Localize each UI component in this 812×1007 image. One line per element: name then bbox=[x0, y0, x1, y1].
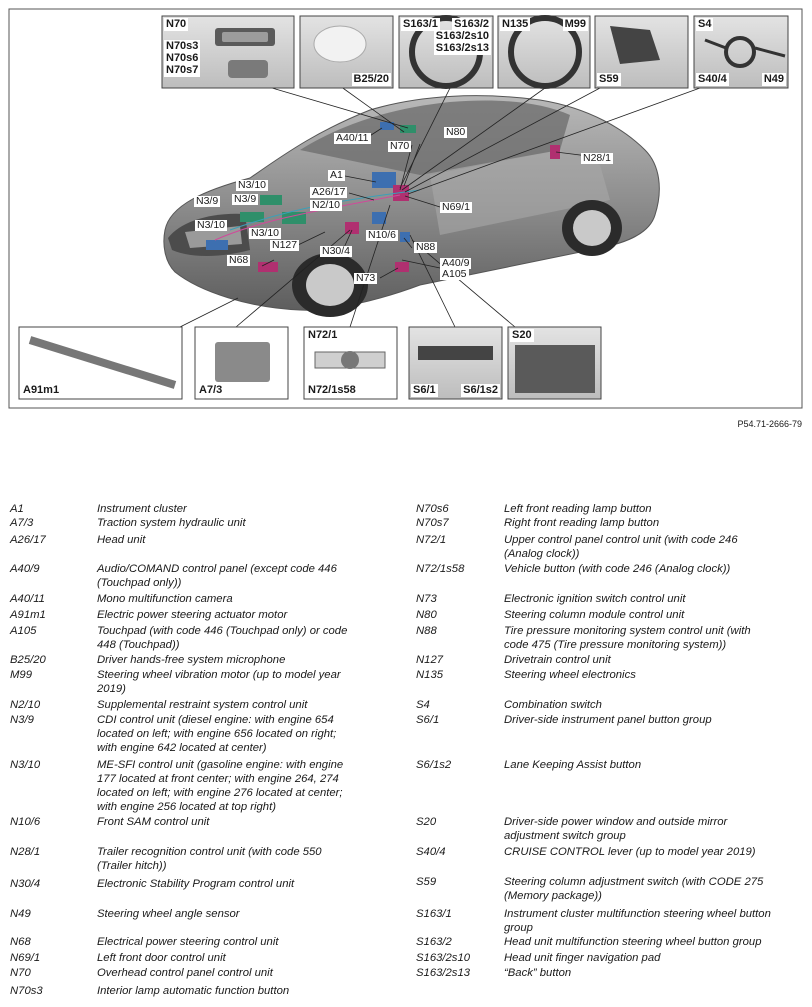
label-s163-1: S163/1 bbox=[403, 18, 438, 30]
legend-code: N70s3 bbox=[10, 985, 43, 997]
legend-code: N10/6 bbox=[10, 816, 41, 828]
legend-code: N3/9 bbox=[10, 714, 34, 726]
car-label-a40-11: A40/11 bbox=[336, 132, 369, 144]
legend-code: A26/17 bbox=[10, 534, 46, 546]
inset-n72-1 bbox=[304, 327, 397, 399]
label-s4: S4 bbox=[698, 18, 712, 30]
vehicle-illustration bbox=[164, 96, 659, 317]
inset-b2520 bbox=[300, 16, 393, 88]
label-s40-4: S40/4 bbox=[698, 73, 727, 85]
legend-description: Steering wheel vibration motor (up to model year 2019) bbox=[97, 669, 341, 695]
legend-description: Overhead control panel control unit bbox=[97, 967, 273, 979]
label-s6-1: S6/1 bbox=[413, 384, 436, 396]
legend-code: N70 bbox=[10, 967, 31, 979]
legend-code: N72/1 bbox=[416, 534, 447, 546]
car-label-n68: N68 bbox=[229, 254, 249, 266]
legend-description: Driver-side power window and outside mirror adjustment switch group bbox=[504, 816, 728, 842]
label-n72-1s58: N72/1s58 bbox=[308, 384, 356, 396]
label-s163-2s13: S163/2s13 bbox=[435, 42, 489, 54]
car-label-a1: A1 bbox=[330, 169, 343, 181]
legend-description: Steering wheel angle sensor bbox=[97, 908, 240, 920]
legend-code: S6/1s2 bbox=[416, 759, 452, 771]
legend-code: S163/2 bbox=[416, 936, 452, 948]
legend-code: A91m1 bbox=[10, 609, 46, 621]
legend-code: N28/1 bbox=[10, 846, 41, 858]
legend-description: Traction system hydraulic unit bbox=[97, 517, 246, 529]
car-label-n3-10-c: N3/10 bbox=[251, 227, 280, 239]
label-b2520: B25/20 bbox=[353, 73, 389, 85]
label-n72-1: N72/1 bbox=[308, 329, 338, 341]
car-label-a40-9: A40/9 bbox=[442, 257, 470, 269]
legend-description: Driver hands-free system microphone bbox=[97, 654, 286, 666]
legend-description: Left front door control unit bbox=[97, 952, 226, 964]
legend-code: N127 bbox=[416, 654, 444, 666]
legend-code: S40/4 bbox=[416, 846, 446, 858]
legend-description: Electronic Stability Program control unit bbox=[97, 878, 295, 890]
legend-description: Electric power steering actuator motor bbox=[97, 609, 288, 621]
legend-code: S4 bbox=[416, 699, 430, 711]
label-s163-2: S163/2 bbox=[454, 18, 489, 30]
car-label-n70: N70 bbox=[390, 140, 410, 152]
component-location-figure bbox=[0, 0, 812, 410]
legend-description: Driver-side instrument panel button group bbox=[504, 714, 712, 726]
inset-a7-3 bbox=[195, 327, 288, 399]
legend-code: N80 bbox=[416, 609, 437, 621]
legend-code: N69/1 bbox=[10, 952, 41, 964]
legend-description: ME-SFI control unit (gasoline engine: with engine 177 located at front center; with engine 264, 274 located on left; with engine 276 located at center; with engine 256 located at top right) bbox=[97, 759, 344, 813]
legend-description: “Back” button bbox=[504, 967, 572, 979]
car-label-n3-10-a: N3/10 bbox=[238, 179, 267, 191]
legend-code: S163/2s10 bbox=[416, 952, 471, 964]
label-n49: N49 bbox=[763, 73, 784, 85]
car-label-a105: A105 bbox=[442, 268, 467, 280]
car-label-n2-10: N2/10 bbox=[312, 199, 341, 211]
label-n135: N135 bbox=[502, 18, 529, 30]
car-label-n73: N73 bbox=[356, 272, 376, 284]
legend-code: M99 bbox=[10, 669, 32, 681]
legend-code: N135 bbox=[416, 669, 444, 681]
legend-code: N72/1s58 bbox=[416, 563, 465, 575]
legend-description: Combination switch bbox=[504, 699, 602, 711]
legend-code: S163/2s13 bbox=[416, 967, 471, 979]
label-s6-1s2: S6/1s2 bbox=[463, 384, 498, 396]
legend-description: Steering wheel electronics bbox=[504, 669, 636, 681]
label-s163-2s10: S163/2s10 bbox=[435, 30, 489, 42]
legend-code: S20 bbox=[416, 816, 437, 828]
car-label-n30-4: N30/4 bbox=[322, 245, 351, 257]
car-label-n127: N127 bbox=[272, 239, 298, 251]
legend-code: B25/20 bbox=[10, 654, 46, 666]
legend-description: Head unit bbox=[97, 534, 146, 546]
legend-description: CDI control unit (diesel engine: with engine 654 located on left; with engine 656 located on right; with engine 642 located at center) bbox=[97, 714, 337, 754]
car-label-a26-17: A26/17 bbox=[312, 186, 346, 198]
car-label-n3-9-b: N3/9 bbox=[234, 193, 257, 205]
inset-a91m1 bbox=[19, 327, 182, 399]
car-label-n69-1: N69/1 bbox=[442, 201, 471, 213]
legend-code: S163/1 bbox=[416, 908, 452, 920]
legend-code: N73 bbox=[416, 593, 437, 605]
label-n70-box: N70 bbox=[166, 18, 187, 30]
legend-description: Vehicle button (with code 246 (Analog clock)) bbox=[504, 563, 731, 575]
car-label-n28-1: N28/1 bbox=[583, 152, 612, 164]
label-s20: S20 bbox=[512, 329, 532, 341]
legend-code: N49 bbox=[10, 908, 31, 920]
legend-code: N2/10 bbox=[10, 699, 41, 711]
legend-description: Lane Keeping Assist button bbox=[504, 759, 642, 771]
legend-description: Instrument cluster multifunction steering wheel button group bbox=[504, 908, 771, 934]
inset-s20 bbox=[508, 327, 601, 399]
legend-code: S6/1 bbox=[416, 714, 440, 726]
car-label-n10-6: N10/6 bbox=[368, 229, 397, 241]
legend-description: Supplemental restraint system control unit bbox=[97, 699, 308, 711]
legend-description: Right front reading lamp button bbox=[504, 517, 660, 529]
inset-s163 bbox=[399, 16, 493, 88]
legend-code: S59 bbox=[416, 876, 437, 888]
legend-description: Head unit finger navigation pad bbox=[504, 952, 661, 964]
legend-description: Electrical power steering control unit bbox=[97, 936, 279, 948]
legend-description: Steering column adjustment switch (with CODE 275 (Memory package)) bbox=[504, 876, 764, 902]
legend-description: Trailer recognition control unit (with code 550 (Trailer hitch)) bbox=[97, 846, 322, 872]
label-n70s6: N70s6 bbox=[166, 52, 199, 64]
legend-code: N3/10 bbox=[10, 759, 41, 771]
legend-description: Instrument cluster bbox=[97, 503, 187, 515]
legend-description: Front SAM control unit bbox=[97, 816, 210, 828]
figure-reference-number: P54.71-2666-79 bbox=[737, 419, 802, 429]
legend-description: Electronic ignition switch control unit bbox=[504, 593, 686, 605]
label-a7-3: A7/3 bbox=[199, 384, 223, 396]
label-s59: S59 bbox=[599, 73, 619, 85]
legend-code: A1 bbox=[10, 503, 24, 515]
label-n70s7: N70s7 bbox=[166, 64, 199, 76]
legend-description: Head unit multifunction steering wheel button group bbox=[504, 936, 762, 948]
legend-code: N30/4 bbox=[10, 878, 41, 890]
legend-description: Mono multifunction camera bbox=[97, 593, 233, 605]
label-n70s3: N70s3 bbox=[166, 40, 199, 52]
inset-s59 bbox=[595, 16, 688, 88]
legend-code: A7/3 bbox=[10, 517, 34, 529]
legend-code: N68 bbox=[10, 936, 31, 948]
legend-description: Touchpad (with code 446 (Touchpad only) or code 448 (Touchpad)) bbox=[97, 625, 348, 651]
legend-description: Tire pressure monitoring system control unit (with code 475 (Tire pressure monitoring system)) bbox=[504, 625, 751, 651]
car-label-n3-9-a: N3/9 bbox=[196, 195, 219, 207]
inset-n70 bbox=[162, 16, 294, 88]
inset-n135 bbox=[498, 16, 590, 88]
legend-code: A105 bbox=[10, 625, 37, 637]
car-label-n88: N88 bbox=[416, 241, 436, 253]
legend-code: A40/11 bbox=[10, 593, 45, 605]
legend-code: N88 bbox=[416, 625, 437, 637]
label-m99: M99 bbox=[564, 18, 586, 30]
label-a91m1: A91m1 bbox=[23, 384, 60, 396]
legend-description: Audio/COMAND control panel (except code 446 (Touchpad only)) bbox=[97, 563, 337, 589]
inset-s6-1 bbox=[409, 327, 502, 399]
legend-description: Drivetrain control unit bbox=[504, 654, 611, 666]
legend-description: Steering column module control unit bbox=[504, 609, 685, 621]
legend-code: A40/9 bbox=[10, 563, 40, 575]
legend-code: N70s7 bbox=[416, 517, 449, 529]
legend-description: Left front reading lamp button bbox=[504, 503, 652, 515]
legend-description: Interior lamp automatic function button bbox=[97, 985, 290, 997]
car-label-n80: N80 bbox=[446, 126, 466, 138]
legend-description: CRUISE CONTROL lever (up to model year 2019) bbox=[504, 846, 756, 858]
inset-s4 bbox=[694, 16, 788, 88]
car-label-n3-10-b: N3/10 bbox=[197, 219, 226, 231]
legend-code: N70s6 bbox=[416, 503, 449, 515]
legend-description: Upper control panel control unit (with code 246 (Analog clock)) bbox=[504, 534, 738, 560]
